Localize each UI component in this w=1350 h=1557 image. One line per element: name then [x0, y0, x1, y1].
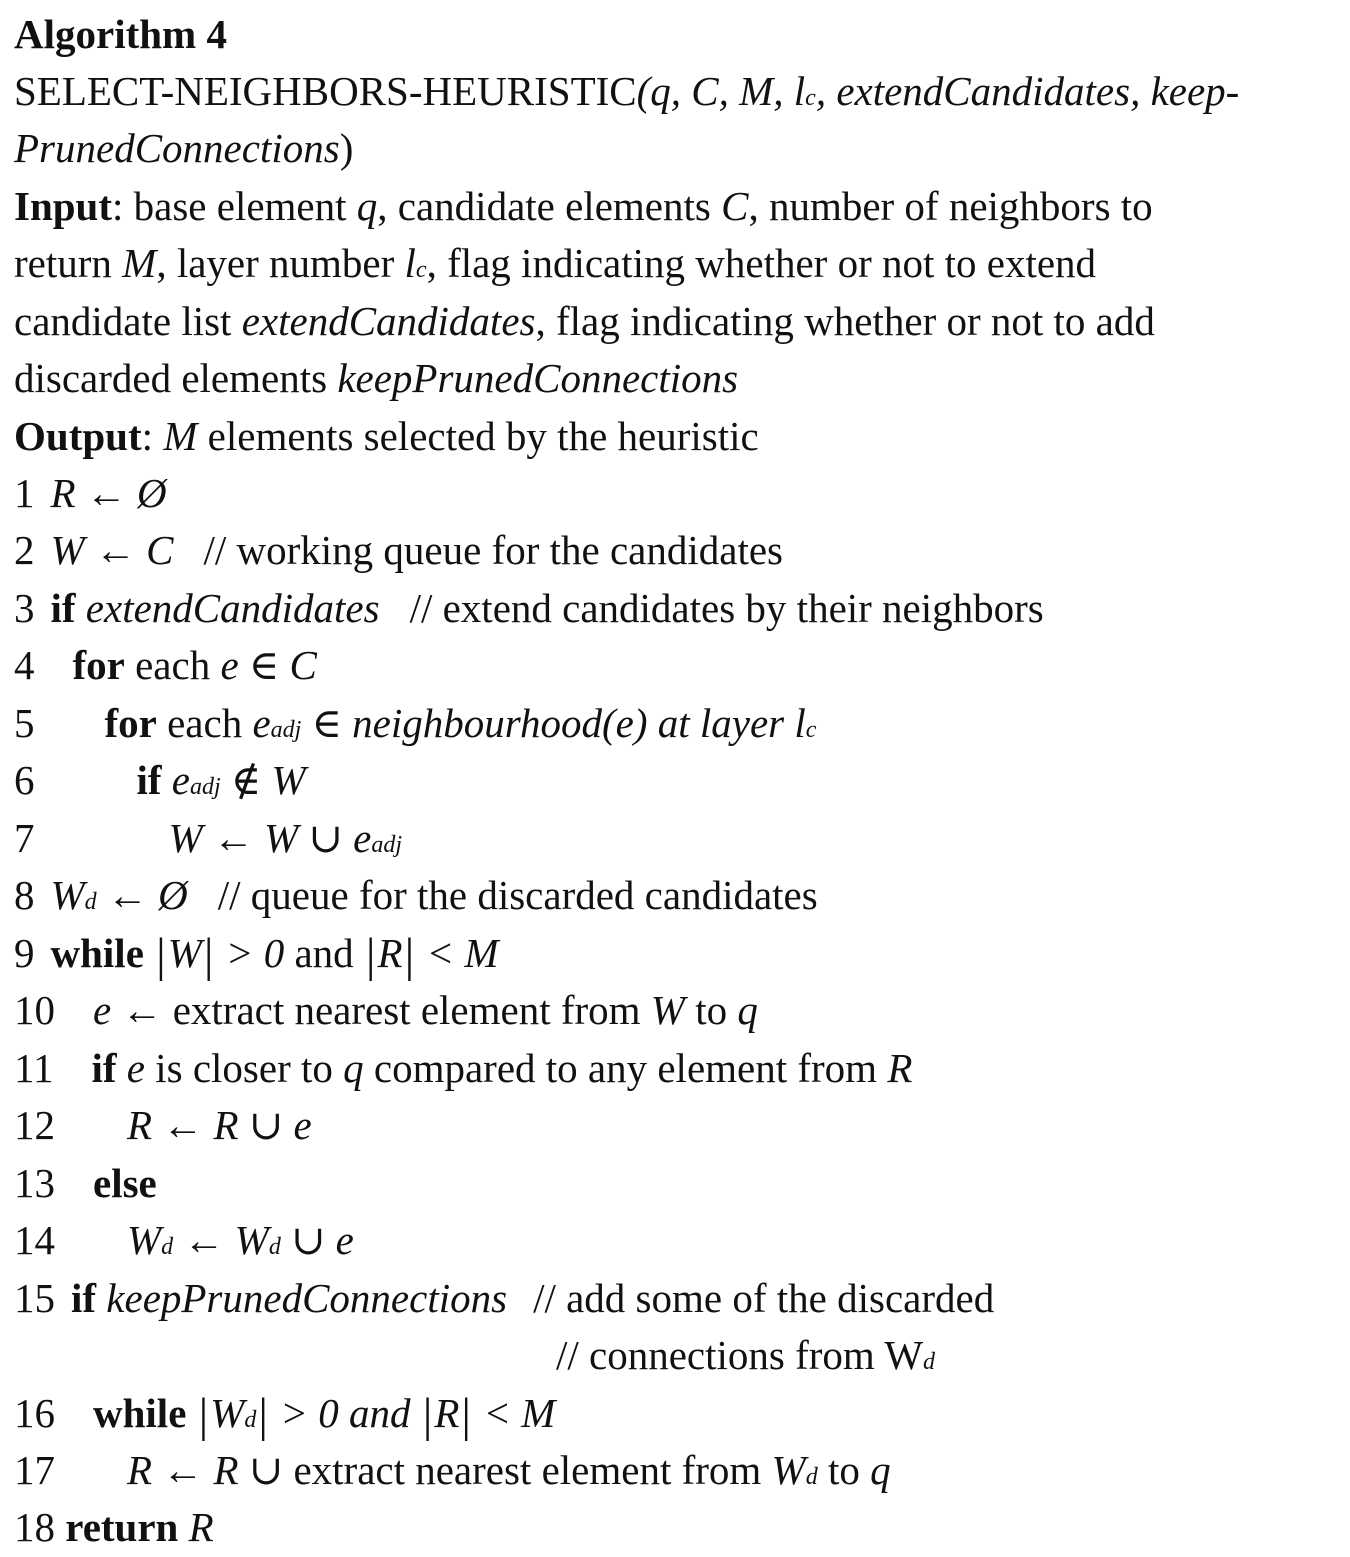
subscript: adj	[190, 774, 221, 800]
code: ∉ W	[220, 757, 306, 803]
subscript: adj	[371, 832, 403, 858]
code: < M	[472, 1390, 556, 1436]
var-r: R	[178, 1504, 214, 1550]
params: (q, C, M, l	[636, 68, 806, 114]
close-paren: )	[339, 125, 354, 171]
var-q: q	[356, 183, 378, 229]
comment: // working queue for the candidates	[203, 527, 784, 573]
var-r: R	[887, 1045, 913, 1091]
var-r: R	[377, 930, 403, 976]
var-c: C	[721, 183, 749, 229]
comment: // queue for the discarded candidates	[217, 872, 818, 918]
text: , candidate elements	[377, 183, 722, 229]
line-number: 15	[14, 1275, 55, 1321]
var-r: R	[434, 1390, 460, 1436]
input-line-4	[14, 350, 1340, 407]
text: , flag indicating whether or not to add	[535, 298, 1155, 344]
subscript: d	[161, 1234, 174, 1260]
var-w: W	[650, 987, 685, 1033]
abs-bar: |	[404, 929, 415, 982]
text: each	[124, 642, 221, 688]
line-number: 16	[14, 1390, 55, 1436]
var-e: e	[116, 1045, 145, 1091]
var-q: q	[343, 1045, 364, 1091]
var-l: l	[404, 240, 416, 286]
output-line	[14, 408, 1340, 465]
subscript: c	[415, 257, 427, 283]
line-number: 11	[14, 1045, 54, 1091]
line-number: 7	[14, 815, 35, 861]
var-w: W	[771, 1447, 806, 1493]
text: and	[284, 930, 364, 976]
text: each	[156, 700, 253, 746]
code: e ∈ C	[220, 642, 317, 688]
text: to	[817, 1447, 871, 1493]
line-number: 3	[14, 585, 35, 631]
code-line-16	[14, 1385, 1340, 1442]
code: R ← Ø	[50, 470, 167, 516]
code-line-15	[14, 1270, 1340, 1327]
line-number: 6	[14, 757, 35, 803]
var-m: M	[163, 413, 198, 459]
algorithm-title: Algorithm 4	[14, 11, 227, 57]
subscript: d	[805, 1464, 818, 1490]
text: : base element	[112, 183, 357, 229]
condition: keepPrunedConnections	[96, 1275, 508, 1321]
params-end: , extendCandidates, keep-	[815, 68, 1240, 114]
abs-bar: |	[203, 929, 214, 982]
code-line-5	[14, 695, 1340, 752]
input-line-1	[14, 178, 1340, 235]
code: ∈ neighbourhood(e) at layer l	[301, 700, 806, 746]
code: R ← R ∪ e	[127, 1102, 312, 1148]
text: , flag indicating whether or not to extend	[426, 240, 1097, 286]
code: < M	[416, 930, 499, 976]
code-line-13	[14, 1155, 1340, 1212]
code: ∪ e	[280, 1217, 354, 1263]
line-number: 5	[14, 700, 35, 746]
code-line-17	[14, 1442, 1340, 1499]
keyword: while	[93, 1390, 187, 1436]
var-m: M	[122, 240, 157, 286]
keyword: else	[93, 1160, 157, 1206]
function-name: SELECT-NEIGHBORS-HEURISTIC	[14, 68, 637, 114]
code: ← Ø	[96, 872, 188, 918]
abs-bar: |	[198, 1389, 209, 1442]
text: , layer number	[156, 240, 405, 286]
var-w: W	[127, 1217, 162, 1263]
text: candidate list	[14, 298, 242, 344]
text: compared to any element from	[363, 1045, 888, 1091]
condition: extendCandidates	[85, 585, 380, 631]
line-number: 10	[14, 987, 55, 1033]
subscript: d	[84, 889, 97, 915]
text: discarded elements	[14, 355, 338, 401]
output-label: Output	[14, 413, 142, 459]
code-line-10	[14, 982, 1340, 1039]
abs-bar: |	[258, 1389, 269, 1442]
abs-bar: |	[461, 1389, 471, 1442]
code-line-12	[14, 1097, 1340, 1154]
keyword: if	[91, 1045, 117, 1091]
abs-bar: |	[365, 929, 376, 982]
code: W ← W ∪ e	[168, 815, 372, 861]
comment: // add some of the discarded	[533, 1275, 995, 1321]
keyword: while	[50, 930, 144, 976]
var-extend: extendCandidates	[241, 298, 536, 344]
line-number: 17	[14, 1447, 55, 1493]
code: e ←	[93, 987, 163, 1033]
line-number: 2	[14, 527, 35, 573]
keyword: for	[72, 642, 125, 688]
line-number: 9	[14, 930, 35, 976]
code: R ← R	[127, 1447, 239, 1493]
code-line-11	[14, 1040, 1340, 1097]
line-number: 14	[14, 1217, 55, 1263]
code-line-3	[14, 580, 1340, 637]
params-cont: PrunedConnections	[14, 125, 340, 171]
var-keep: keepPrunedConnections	[337, 355, 739, 401]
abs-bar: |	[422, 1389, 433, 1442]
comment: // connections from W	[556, 1332, 924, 1378]
var-w: W	[50, 872, 85, 918]
input-line-2	[14, 235, 1340, 292]
line-number: 13	[14, 1160, 55, 1206]
keyword: for	[104, 700, 157, 746]
line-number: 12	[14, 1102, 55, 1148]
line-number: 4	[14, 642, 35, 688]
input-label: Input	[14, 183, 113, 229]
text: , number of neighbors to	[748, 183, 1153, 229]
text: :	[141, 413, 164, 459]
subscript: c	[805, 85, 816, 111]
var-q: q	[737, 987, 758, 1033]
subscript: adj	[270, 717, 302, 743]
comment: // extend candidates by their neighbors	[409, 585, 1044, 631]
code-line-2	[14, 522, 1340, 579]
text: to	[684, 987, 738, 1033]
code-line-14	[14, 1212, 1340, 1269]
var-e: e	[252, 700, 271, 746]
subscript: d	[923, 1349, 936, 1375]
line-number: 18	[14, 1504, 55, 1550]
code: W ← C	[50, 527, 174, 573]
code-line-18	[14, 1499, 1340, 1556]
code-line-8	[14, 867, 1340, 924]
code-line-7	[14, 810, 1340, 867]
code-line-1	[14, 465, 1340, 522]
var-q: q	[870, 1447, 891, 1493]
signature-line-1	[14, 63, 1340, 120]
keyword: if	[50, 585, 76, 631]
var-w: W	[167, 930, 202, 976]
code-line-15-comment	[556, 1327, 1340, 1384]
line-number: 1	[14, 470, 35, 516]
keyword: if	[71, 1275, 97, 1321]
signature-line-2	[14, 120, 1340, 177]
subscript: d	[268, 1234, 281, 1260]
code-line-4	[14, 637, 1340, 694]
code: > 0	[215, 930, 285, 976]
text: extract nearest element from	[162, 987, 651, 1033]
line-number: 8	[14, 872, 35, 918]
abs-bar: |	[156, 929, 166, 982]
keyword: if	[136, 757, 162, 803]
subscript: c	[805, 717, 817, 743]
input-line-3	[14, 293, 1340, 350]
code: ← W	[173, 1217, 269, 1263]
text: return	[14, 240, 123, 286]
text: elements selected by the heuristic	[197, 413, 759, 459]
code: > 0 and	[270, 1390, 421, 1436]
code-line-6	[14, 752, 1340, 809]
text: ∪ extract nearest element from	[238, 1447, 772, 1493]
subscript: d	[244, 1407, 257, 1433]
code-line-9	[14, 925, 1340, 982]
var-e: e	[161, 757, 190, 803]
text: is closer to	[144, 1045, 344, 1091]
var-w: W	[210, 1390, 245, 1436]
keyword: return	[65, 1504, 179, 1550]
